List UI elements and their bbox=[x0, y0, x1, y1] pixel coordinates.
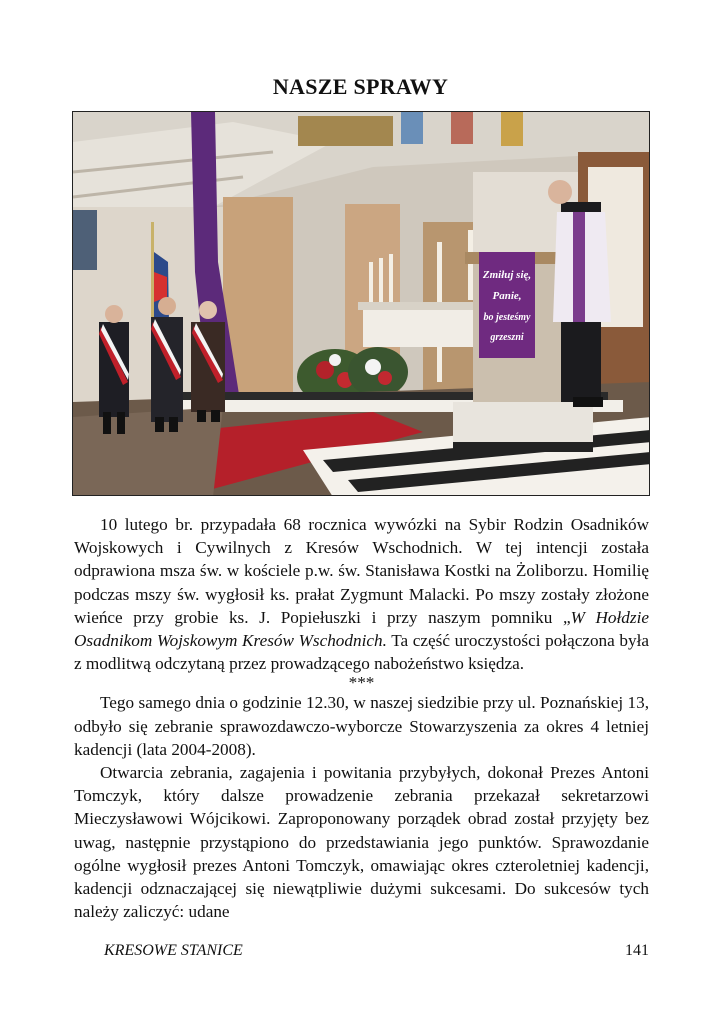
paragraph-1-text: 10 lutego br. przypadała 68 rocznica wywózki na Sybir Rodzin Osadników Wojskowych i Cywilnych z Kresów Wschodnich. W tej intencji została odprawiona msza św. w kościele p.w. św. Stanisława Kostki na Żoliborzu. Homilię podczas mszy św. wygłosił ks. prałat Zygmunt Malacki. Po mszy zostały złożone wieńce przy grobie ks. J. Popiełuszki i przy naszym pomniku „ bbox=[74, 515, 649, 627]
church-ceremony-illustration bbox=[73, 112, 650, 496]
paragraph-2: Tego samego dnia o godzinie 12.30, w naszej siedzibie przy ul. Poznańskiej 13, odbyło się zebranie sprawozdawczo-wyborcze Stowarzyszenia za okres 4 letniej kadencji (lata 2004-2008). bbox=[74, 693, 649, 759]
paragraph-3: Otwarcia zebrania, zagajenia i powitania przybyłych, dokonał Prezes Antoni Tomczyk, który dalsze prowadzenie zebrania przekazał sekretarzowi Mieczysławowi Wójcikowi. Zaproponowany porządek obrad został przyjęty bez uwag, następnie przystąpiono do przedstawiania jego punktów. Sprawozdanie ogólne wygłosił prezes Antoni Tomczyk, omawiając okres czteroletniej kadencji, kadencji odznaczającej się niewątpliwie dużymi sukcesami. Do sukcesów tych należy zaliczyć: udane bbox=[74, 763, 649, 922]
page-number: 141 bbox=[625, 942, 649, 959]
paragraph-1 bbox=[74, 513, 649, 675]
monument-name: W Hołdzie Osadnikom Wojskowym Kresów Wschodnich. bbox=[74, 607, 649, 651]
page-title: NASZE SPRAWY bbox=[272, 74, 449, 99]
banner-line-1: Zmiłuj się, bbox=[482, 269, 532, 281]
paragraph-1-end: Ta część uroczystości połączona była z modlitwą odczytaną przez prowadzącego nabożeństwo księdza. bbox=[74, 631, 649, 674]
article-body bbox=[74, 513, 649, 923]
section-separator: *** bbox=[348, 673, 375, 693]
journal-name: KRESOWE STANICE bbox=[104, 942, 243, 959]
church-ceremony-photo bbox=[72, 111, 650, 496]
banner-line-2: Panie, bbox=[492, 290, 522, 302]
banner-line-3: bo jesteśmy bbox=[483, 312, 531, 323]
banner-line-4: grzeszni bbox=[490, 332, 524, 343]
